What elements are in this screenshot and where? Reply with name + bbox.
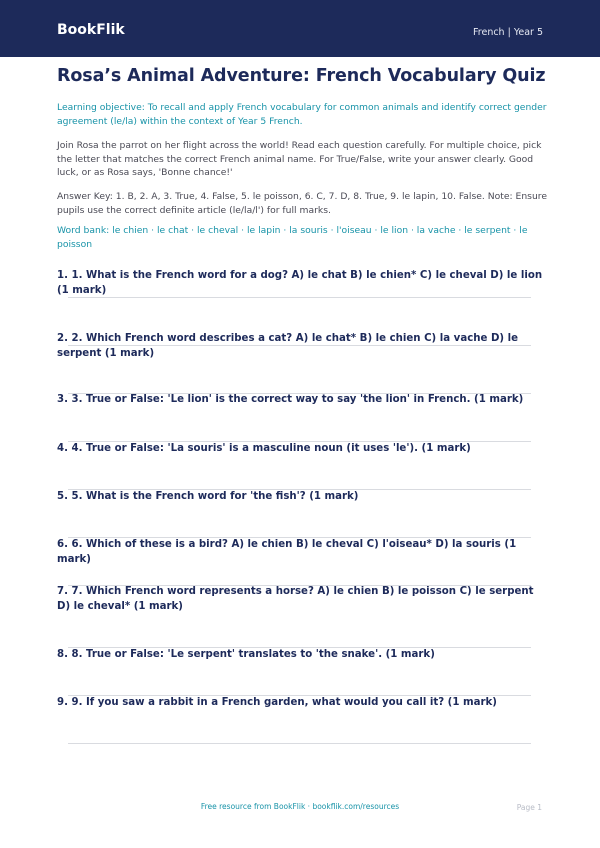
brand-logo-text[interactable]: BookFlik (57, 22, 125, 38)
question-4: 4. 4. True or False: 'La souris' is a masculine noun (it uses 'le'). (1 mark) (57, 443, 471, 454)
answer-line-1 (68, 297, 531, 298)
answer-line-10 (68, 743, 531, 744)
footer-link[interactable]: Free resource from BookFlik · bookflik.com/resources (200, 802, 400, 811)
subject-year-label: French | Year 5 (473, 27, 543, 38)
learning-objective: Learning objective: To recall and apply French vocabulary for common animals and identify correct gender agreement (le/la) within the context of Year 5 French. (57, 102, 547, 127)
answer-line-5 (68, 489, 531, 490)
intro-paragraph: Join Rosa the parrot on her flight across the world! Read each question carefully. For multiple choice, pick the letter that matches the correct French animal name. For True/False, write your answer clearly. Good luck, or as Rosa says, 'Bonne chance!' (57, 140, 542, 178)
word-bank: Word bank: le chien · le chat · le cheval · le lapin · la souris · l'oiseau · le lion · la vache · le serpent · le poisson (57, 225, 528, 250)
page-title: Rosa’s Animal Adventure: French Vocabulary Quiz (57, 66, 546, 86)
answer-key: Answer Key: 1. B, 2. A, 3. True, 4. False, 5. le poisson, 6. C, 7. D, 8. True, 9. le lapin, 10. False. Note: Ensure pupils use the correct definite article (le/la/l') for full marks. (57, 191, 547, 216)
page-number: Page 1 (516, 803, 542, 812)
answer-line-4 (68, 441, 531, 442)
question-9: 9. 9. If you saw a rabbit in a French garden, what would you call it? (1 mark) (57, 697, 497, 708)
question-6: 6. 6. Which of these is a bird? A) le chien B) le cheval C) l'oiseau* D) la souris (1 mark) (57, 539, 517, 565)
answer-line-7 (68, 585, 531, 586)
answer-line-9 (68, 695, 531, 696)
question-5: 5. 5. What is the French word for 'the fish'? (1 mark) (57, 491, 359, 502)
answer-line-6 (68, 537, 531, 538)
page-header (0, 0, 600, 57)
question-1: 1. 1. What is the French word for a dog? A) le chat B) le chien* C) le cheval D) le lion (1 mark) (57, 270, 543, 296)
question-8: 8. 8. True or False: 'Le serpent' translates to 'the snake'. (1 mark) (57, 649, 435, 660)
question-2: 2. 2. Which French word describes a cat? A) le chat* B) le chien C) la vache D) le serpent (1 mark) (57, 333, 518, 359)
answer-line-3 (68, 393, 531, 394)
question-3: 3. 3. True or False: 'Le lion' is the correct way to say 'the lion' in French. (1 mark) (57, 394, 524, 405)
answer-line-2 (68, 345, 531, 346)
answer-line-8 (68, 647, 531, 648)
question-7: 7. 7. Which French word represents a horse? A) le chien B) le poisson C) le serpent D) le cheval* (1 mark) (57, 586, 534, 612)
